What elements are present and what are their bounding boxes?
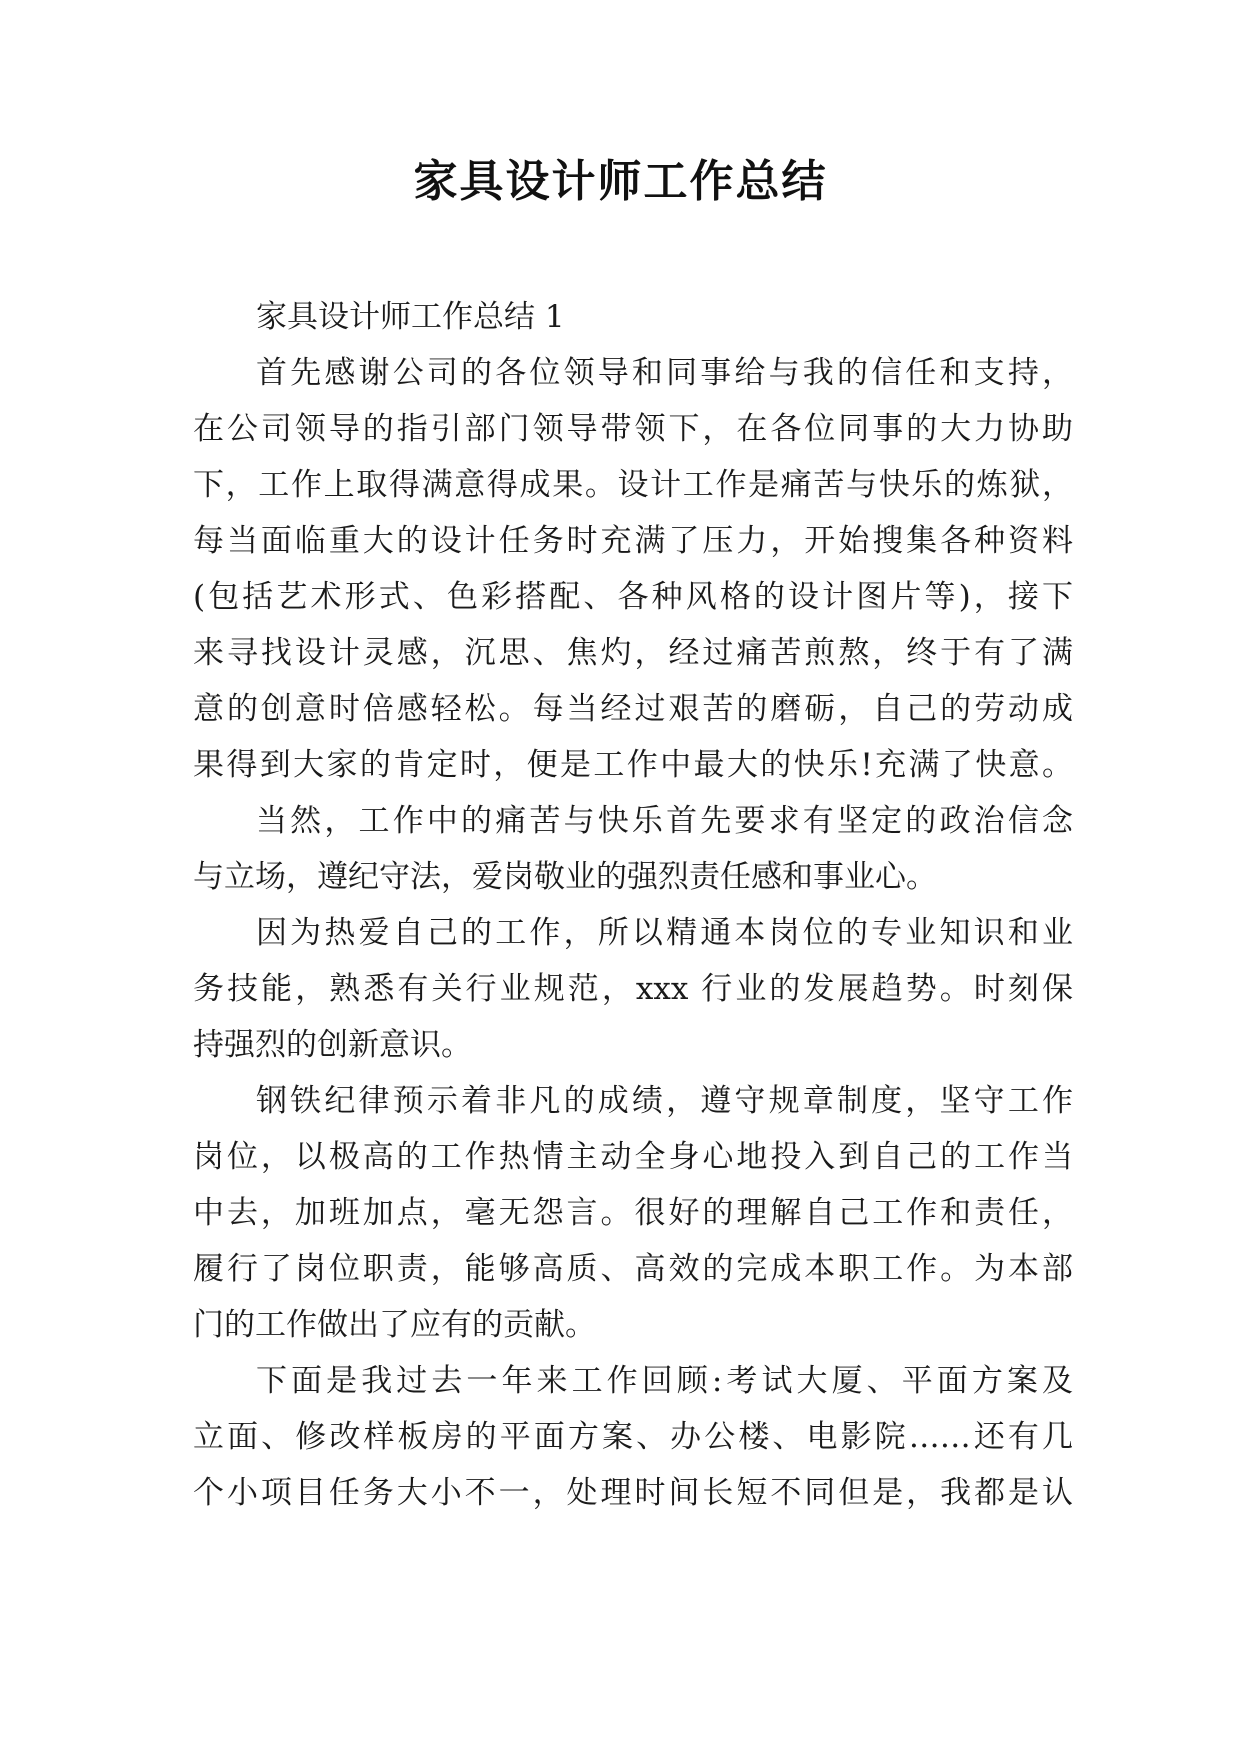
paragraph-line: 持强烈的创新意识。 — [193, 1027, 472, 1063]
paragraph-line: 中去，加班加点，毫无怨言。很好的理解自己工作和责任， — [193, 1195, 1073, 1231]
document-title: 家具设计师工作总结 — [413, 156, 828, 207]
paragraph-line: 首先感谢公司的各位领导和同事给与我的信任和支持， — [256, 355, 1073, 391]
section-heading: 家具设计师工作总结 1 — [256, 299, 565, 335]
paragraph-line: 岗位，以极高的工作热情主动全身心地投入到自己的工作当 — [193, 1139, 1073, 1175]
paragraph-line: 个小项目任务大小不一，处理时间长短不同但是，我都是认 — [193, 1475, 1073, 1511]
paragraph-line: 果得到大家的肯定时，便是工作中最大的快乐!充满了快意。 — [193, 747, 1073, 783]
paragraph-line: 门的工作做出了应有的贡献。 — [193, 1307, 596, 1343]
paragraph-line: 务技能，熟悉有关行业规范，xxx 行业的发展趋势。时刻保 — [193, 971, 1073, 1007]
paragraph-line: 意的创意时倍感轻松。每当经过艰苦的磨砺，自己的劳动成 — [193, 691, 1073, 727]
paragraph-line: 因为热爱自己的工作，所以精通本岗位的专业知识和业 — [256, 915, 1073, 951]
document-body — [193, 289, 1073, 1521]
paragraph-line: 来寻找设计灵感，沉思、焦灼，经过痛苦煎熬，终于有了满 — [193, 635, 1073, 671]
paragraph-line: 钢铁纪律预示着非凡的成绩，遵守规章制度，坚守工作 — [256, 1083, 1073, 1119]
paragraph-line: (包括艺术形式、色彩搭配、各种风格的设计图片等)，接下 — [193, 579, 1073, 615]
paragraph-line: 立面、修改样板房的平面方案、办公楼、电影院……还有几 — [193, 1419, 1073, 1455]
paragraph-line: 下，工作上取得满意得成果。设计工作是痛苦与快乐的炼狱， — [193, 467, 1073, 503]
paragraph-line: 与立场，遵纪守法，爱岗敬业的强烈责任感和事业心。 — [193, 859, 937, 895]
paragraph-line: 当然，工作中的痛苦与快乐首先要求有坚定的政治信念 — [256, 803, 1073, 839]
paragraph-line: 履行了岗位职责，能够高质、高效的完成本职工作。为本部 — [193, 1251, 1073, 1287]
paragraph-line: 在公司领导的指引部门领导带领下，在各位同事的大力协助 — [193, 411, 1073, 447]
paragraph-line: 下面是我过去一年来工作回顾:考试大厦、平面方案及 — [256, 1363, 1073, 1399]
paragraph-line: 每当面临重大的设计任务时充满了压力，开始搜集各种资料 — [193, 523, 1073, 559]
